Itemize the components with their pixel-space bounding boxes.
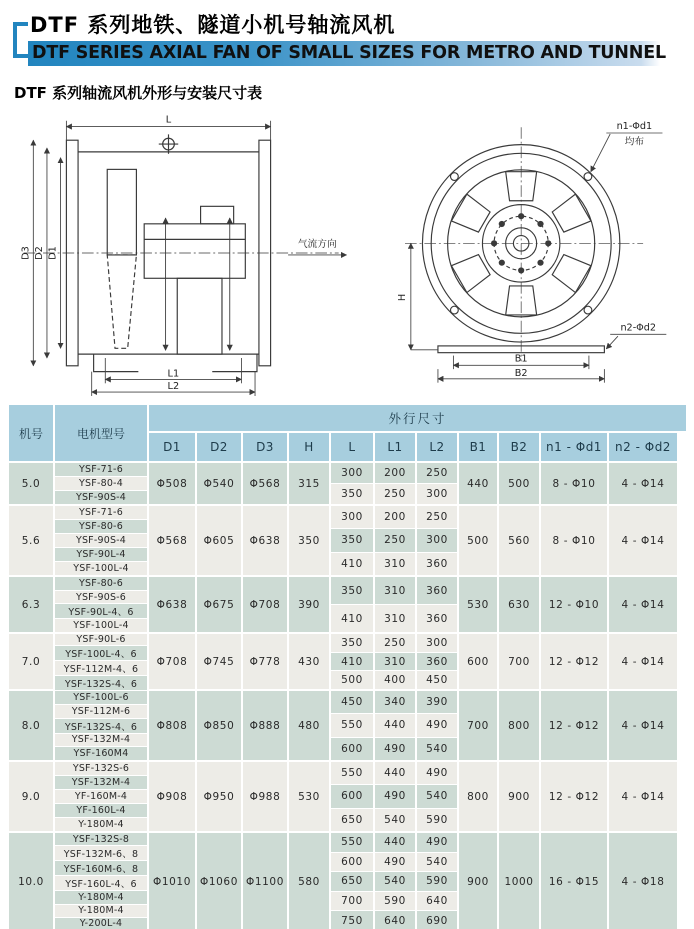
motor-model-cell: YSF-132M-4 — [55, 776, 147, 789]
dim-cell-n1: 16 - Φ15 — [541, 833, 607, 929]
dim-cell-L1: 250 — [375, 634, 415, 652]
dim-cell-L2: 540 — [417, 853, 457, 872]
machine-no-cell: 6.3 — [9, 577, 53, 632]
dim-label-d3: D3 — [20, 246, 32, 260]
air-flow-label: 气流方向 — [297, 239, 337, 251]
th-H: H — [289, 433, 329, 461]
l-dims-subrow — [331, 634, 457, 652]
dim-cell-n1: 12 - Φ10 — [541, 577, 607, 632]
dim-cell-B1: 530 — [459, 577, 497, 632]
table-header — [9, 405, 686, 461]
motor-model-list — [55, 634, 147, 689]
dim-cell-B2: 560 — [499, 506, 539, 575]
l-dims-subrow — [331, 605, 457, 632]
dim-cell-n2: 4 - Φ14 — [609, 577, 677, 632]
motor-model-cell: YSF-80-4 — [55, 477, 147, 490]
l-dims-subrow — [331, 785, 457, 807]
bolt-note-top-label: n1-Φd1 — [616, 121, 653, 133]
dim-cell-D2: Φ1060 — [197, 833, 241, 929]
motor-model-cell: YSF-100L-6 — [55, 691, 147, 704]
th-machine-no: 机号 — [9, 405, 53, 461]
dim-cell-L: 410 — [331, 553, 373, 575]
dim-cell-L2: 250 — [417, 506, 457, 528]
motor-model-cell: YSF-90L-4、6 — [55, 604, 147, 618]
technical-drawings — [0, 107, 694, 399]
th-L1: L1 — [375, 433, 415, 461]
dim-cell-D3: Φ888 — [243, 691, 287, 760]
dim-cell-D3: Φ638 — [243, 506, 287, 575]
dim-cell-n2: 4 - Φ14 — [609, 463, 677, 504]
dim-cell-D3: Φ568 — [243, 463, 287, 504]
l-dims-subrow — [331, 577, 457, 604]
l-dims-block — [331, 691, 457, 760]
machine-no-cell: 10.0 — [9, 833, 53, 929]
dim-cell-D3: Φ988 — [243, 762, 287, 831]
dim-cell-B1: 440 — [459, 463, 497, 504]
dim-cell-B2: 900 — [499, 762, 539, 831]
dim-cell-B1: 700 — [459, 691, 497, 760]
motor-model-list — [55, 506, 147, 575]
motor-model-list — [55, 833, 147, 929]
foot-right — [212, 354, 257, 372]
th-motor-model: 电机型号 — [55, 405, 147, 461]
dim-cell-L1: 640 — [375, 911, 415, 929]
dim-cell-L2: 360 — [417, 553, 457, 575]
motor-model-cell: Y-180M-4 — [55, 891, 147, 903]
dim-cell-L1: 540 — [375, 809, 415, 831]
dim-label-b1: B1 — [514, 353, 528, 365]
dim-cell-L: 500 — [331, 671, 373, 689]
dim-cell-L: 550 — [331, 762, 373, 784]
inlet-cone-upper — [107, 169, 136, 255]
dim-cell-L2: 490 — [417, 762, 457, 784]
motor-model-cell: Y-180M-4 — [55, 905, 147, 917]
dim-cell-L: 600 — [331, 738, 373, 760]
dim-cell-L: 350 — [331, 577, 373, 604]
table-group-6.3 — [9, 577, 686, 632]
dim-cell-L2: 450 — [417, 671, 457, 689]
motor-model-cell: YSF-90S-4 — [55, 534, 147, 547]
motor-model-cell: YSF-132S-4、6 — [55, 719, 147, 733]
dim-cell-D1: Φ508 — [149, 463, 195, 504]
dim-cell-L: 650 — [331, 809, 373, 831]
dim-cell-L1: 250 — [375, 484, 415, 504]
dim-cell-D1: Φ808 — [149, 691, 195, 760]
dim-cell-B1: 900 — [459, 833, 497, 929]
th-B1: B1 — [459, 433, 497, 461]
dim-cell-L2: 640 — [417, 892, 457, 911]
motor-model-cell: YSF-132M-6、8 — [55, 846, 147, 860]
dimensions-table — [9, 405, 686, 929]
dim-cell-L: 600 — [331, 853, 373, 872]
dim-cell-B1: 500 — [459, 506, 497, 575]
side-view-drawing — [10, 107, 362, 399]
dim-cell-L: 300 — [331, 506, 373, 528]
dim-cell-D2: Φ745 — [197, 634, 241, 689]
dim-cell-H: 580 — [289, 833, 329, 929]
dim-cell-D1: Φ1010 — [149, 833, 195, 929]
motor-model-cell: YSF-132S-6 — [55, 762, 147, 775]
dim-cell-H: 480 — [289, 691, 329, 760]
dim-cell-L1: 490 — [375, 785, 415, 807]
dim-cell-L: 350 — [331, 529, 373, 551]
dim-cell-L1: 490 — [375, 738, 415, 760]
table-group-5.0 — [9, 463, 686, 504]
dim-cell-L: 410 — [331, 653, 373, 671]
dim-cell-L1: 200 — [375, 463, 415, 483]
dim-cell-L2: 300 — [417, 484, 457, 504]
dim-cell-L: 350 — [331, 484, 373, 504]
motor-model-cell: YSF-71-6 — [55, 463, 147, 476]
dim-cell-L1: 400 — [375, 671, 415, 689]
dim-cell-D1: Φ908 — [149, 762, 195, 831]
l-dims-subrow — [331, 853, 457, 872]
th-L: L — [331, 433, 373, 461]
dim-cell-L: 550 — [331, 833, 373, 852]
table-group-7.0 — [9, 634, 686, 689]
th-D2: D2 — [197, 433, 241, 461]
dim-cell-L1: 440 — [375, 833, 415, 852]
dim-cell-L2: 590 — [417, 872, 457, 891]
th-D3: D3 — [243, 433, 287, 461]
machine-no-cell: 7.0 — [9, 634, 53, 689]
motor-model-cell: YSF-100L-4 — [55, 619, 147, 632]
dim-cell-L1: 440 — [375, 762, 415, 784]
dim-cell-L2: 690 — [417, 911, 457, 929]
l-dims-subrow — [331, 809, 457, 831]
table-group-5.6 — [9, 506, 686, 575]
dim-cell-B1: 600 — [459, 634, 497, 689]
motor-model-cell: YSF-90S-6 — [55, 591, 147, 604]
table-group-10.0 — [9, 833, 686, 929]
l-dims-subrow — [331, 738, 457, 760]
th-n1: n1 - Φd1 — [541, 433, 607, 461]
machine-no-cell: 9.0 — [9, 762, 53, 831]
l-dims-subrow — [331, 484, 457, 504]
dim-cell-L2: 490 — [417, 833, 457, 852]
dim-cell-L2: 540 — [417, 738, 457, 760]
front-view-drawing — [376, 107, 676, 399]
motor-model-cell: Y-180M-4 — [55, 818, 147, 831]
dim-cell-L1: 310 — [375, 577, 415, 604]
th-dim-columns — [149, 433, 686, 461]
dim-cell-L2: 390 — [417, 691, 457, 713]
th-L2: L2 — [417, 433, 457, 461]
th-B2: B2 — [499, 433, 539, 461]
l-dims-subrow — [331, 691, 457, 713]
l-dims-block — [331, 833, 457, 929]
dim-cell-n2: 4 - Φ14 — [609, 691, 677, 760]
dim-cell-L: 300 — [331, 463, 373, 483]
dim-cell-L1: 540 — [375, 872, 415, 891]
l-dims-subrow — [331, 911, 457, 929]
l-dims-subrow — [331, 671, 457, 689]
table-group-9.0 — [9, 762, 686, 831]
dim-cell-D2: Φ540 — [197, 463, 241, 504]
bolt-note-leader-bottom — [606, 336, 618, 349]
dim-cell-L2: 300 — [417, 634, 457, 652]
dim-cell-H: 350 — [289, 506, 329, 575]
motor-model-cell: YSF-132M-4 — [55, 734, 147, 747]
page-title: DTF 系列地铁、隧道小机号轴流风机 — [30, 13, 396, 37]
dim-cell-D3: Φ1100 — [243, 833, 287, 929]
l-dims-block — [331, 634, 457, 689]
dim-cell-L1: 590 — [375, 892, 415, 911]
motor-model-cell: YF-160L-4 — [55, 804, 147, 817]
bolt-note-top-sub-label: 均布 — [624, 136, 645, 148]
dim-label-b2: B2 — [514, 367, 528, 379]
dim-cell-B2: 500 — [499, 463, 539, 504]
page-header — [0, 0, 694, 66]
l-dims-subrow — [331, 714, 457, 736]
motor-model-cell: YSF-160M-6、8 — [55, 861, 147, 875]
dim-cell-B1: 800 — [459, 762, 497, 831]
dim-cell-L1: 310 — [375, 605, 415, 632]
motor-model-cell: YSF-90L-6 — [55, 634, 147, 645]
dim-cell-L1: 200 — [375, 506, 415, 528]
dim-cell-L2: 360 — [417, 653, 457, 671]
dim-cell-D1: Φ638 — [149, 577, 195, 632]
dim-cell-L2: 490 — [417, 714, 457, 736]
th-outline-dims: 外行尺寸 — [149, 405, 686, 431]
bolt-note-bottom-label: n2-Φd2 — [620, 322, 657, 334]
junction-box — [201, 206, 234, 224]
motor-model-cell: YSF-160L-4、6 — [55, 876, 147, 890]
dim-cell-D3: Φ778 — [243, 634, 287, 689]
dim-cell-n2: 4 - Φ14 — [609, 506, 677, 575]
dim-cell-L2: 360 — [417, 605, 457, 632]
dim-cell-B2: 1000 — [499, 833, 539, 929]
motor-model-list — [55, 762, 147, 831]
dim-cell-L1: 310 — [375, 553, 415, 575]
dim-cell-L2: 300 — [417, 529, 457, 551]
l-dims-block — [331, 577, 457, 632]
motor-model-cell: YF-160M-4 — [55, 790, 147, 803]
l-dims-subrow — [331, 553, 457, 575]
dim-cell-B2: 800 — [499, 691, 539, 760]
dim-cell-n1: 8 - Φ10 — [541, 506, 607, 575]
dim-cell-L: 750 — [331, 911, 373, 929]
dim-cell-D2: Φ675 — [197, 577, 241, 632]
l-dims-block — [331, 506, 457, 575]
dim-cell-H: 430 — [289, 634, 329, 689]
l-dims-subrow — [331, 762, 457, 784]
foot-left — [94, 354, 139, 372]
dim-cell-L1: 490 — [375, 853, 415, 872]
bolt-note-leader-top — [591, 134, 610, 172]
dim-cell-n2: 4 - Φ18 — [609, 833, 677, 929]
dim-cell-H: 390 — [289, 577, 329, 632]
motor-model-cell: YSF-100L-4、6 — [55, 646, 147, 660]
dim-cell-n1: 8 - Φ10 — [541, 463, 607, 504]
motor-model-list — [55, 577, 147, 632]
dim-label-l2: L2 — [167, 381, 180, 393]
l-dims-subrow — [331, 506, 457, 528]
motor-model-cell: YSF-100L-4 — [55, 562, 147, 575]
l-dims-subrow — [331, 463, 457, 483]
machine-no-cell: 5.6 — [9, 506, 53, 575]
dim-cell-B2: 700 — [499, 634, 539, 689]
dim-cell-D1: Φ708 — [149, 634, 195, 689]
dim-cell-D2: Φ950 — [197, 762, 241, 831]
dim-cell-D3: Φ708 — [243, 577, 287, 632]
th-n2: n2 - Φd2 — [609, 433, 677, 461]
motor-model-cell: YSF-112M-4、6 — [55, 661, 147, 675]
dim-cell-n2: 4 - Φ14 — [609, 762, 677, 831]
dim-cell-D1: Φ568 — [149, 506, 195, 575]
dim-label-h: H — [397, 293, 409, 302]
l-dims-subrow — [331, 833, 457, 852]
l-dims-block — [331, 463, 457, 504]
dim-cell-L: 410 — [331, 605, 373, 632]
motor-model-cell: YSF-71-6 — [55, 506, 147, 519]
l-dims-subrow — [331, 653, 457, 671]
dim-cell-n1: 12 - Φ12 — [541, 762, 607, 831]
section-title: DTF 系列轴流风机外形与安装尺寸表 — [14, 84, 263, 102]
dim-cell-L: 450 — [331, 691, 373, 713]
dim-cell-L2: 590 — [417, 809, 457, 831]
motor-support — [177, 278, 222, 354]
motor-model-cell: YSF-132S-8 — [55, 833, 147, 845]
page-subtitle: DTF SERIES AXIAL FAN OF SMALL SIZES FOR METRO AND TUNNEL — [28, 41, 660, 66]
dim-cell-L1: 440 — [375, 714, 415, 736]
machine-no-cell: 8.0 — [9, 691, 53, 760]
dim-cell-L1: 310 — [375, 653, 415, 671]
dim-cell-L: 650 — [331, 872, 373, 891]
motor-model-list — [55, 691, 147, 760]
dim-cell-H: 315 — [289, 463, 329, 504]
l-dims-subrow — [331, 892, 457, 911]
dim-cell-B2: 630 — [499, 577, 539, 632]
dim-cell-n2: 4 - Φ14 — [609, 634, 677, 689]
l-dims-subrow — [331, 529, 457, 551]
motor-model-cell: YSF-80-6 — [55, 520, 147, 533]
motor-model-cell: YSF-80-6 — [55, 577, 147, 590]
dim-cell-L1: 340 — [375, 691, 415, 713]
table-body — [9, 463, 686, 929]
dim-cell-L2: 540 — [417, 785, 457, 807]
dim-cell-L2: 250 — [417, 463, 457, 483]
dim-label-l: L — [165, 114, 172, 126]
dim-label-d1: D1 — [47, 246, 59, 260]
dim-cell-n1: 12 - Φ12 — [541, 691, 607, 760]
motor-model-cell: YSF-90S-4 — [55, 491, 147, 504]
dim-cell-L: 350 — [331, 634, 373, 652]
inlet-cone — [107, 255, 136, 348]
motor-model-cell: YSF-112M-6 — [55, 705, 147, 718]
l-dims-subrow — [331, 872, 457, 891]
th-D1: D1 — [149, 433, 195, 461]
dim-label-l1: L1 — [167, 368, 180, 380]
dim-cell-H: 530 — [289, 762, 329, 831]
dim-cell-L: 550 — [331, 714, 373, 736]
dim-cell-L2: 360 — [417, 577, 457, 604]
motor-model-cell: Y-200L-4 — [55, 918, 147, 929]
th-outline-dims-group — [149, 405, 686, 461]
dim-cell-L1: 250 — [375, 529, 415, 551]
dim-label-d2: D2 — [34, 246, 46, 260]
l-dims-block — [331, 762, 457, 831]
dim-cell-n1: 12 - Φ12 — [541, 634, 607, 689]
motor-model-cell: YSF-132S-4、6 — [55, 676, 147, 690]
motor-model-list — [55, 463, 147, 504]
title-bracket-decoration — [13, 22, 28, 58]
dim-cell-L: 600 — [331, 785, 373, 807]
dim-cell-D2: Φ850 — [197, 691, 241, 760]
dim-cell-D2: Φ605 — [197, 506, 241, 575]
motor-model-cell: YSF-160M4 — [55, 747, 147, 760]
motor-model-cell: YSF-90L-4 — [55, 548, 147, 561]
machine-no-cell: 5.0 — [9, 463, 53, 504]
dim-cell-L: 700 — [331, 892, 373, 911]
table-group-8.0 — [9, 691, 686, 760]
